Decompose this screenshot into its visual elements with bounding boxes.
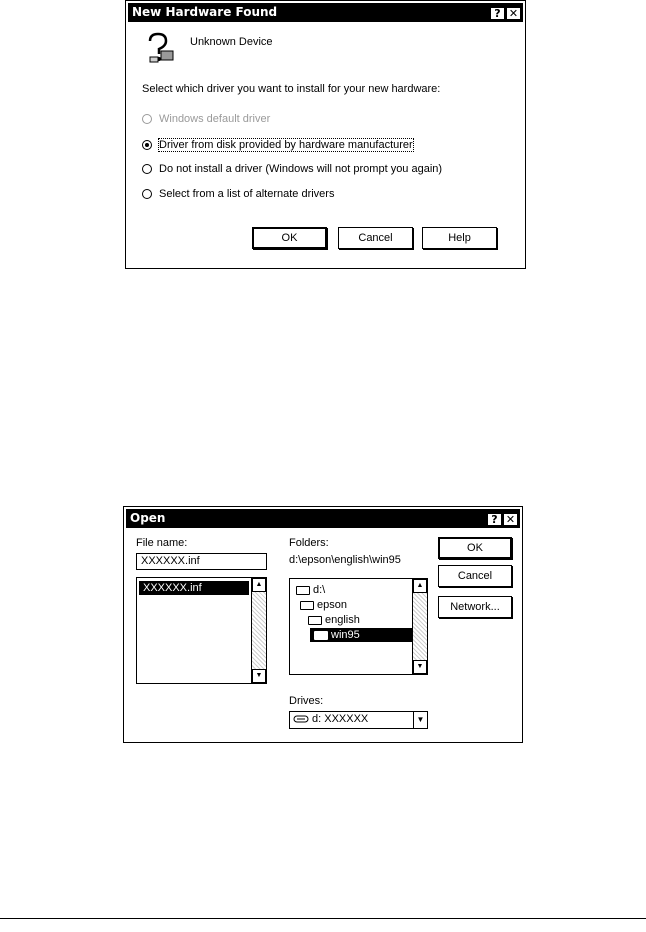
cancel-button[interactable]: Cancel — [338, 227, 413, 249]
dialog-title: Open — [130, 511, 166, 525]
dialog-title: New Hardware Found — [132, 5, 278, 19]
radio-button[interactable] — [142, 189, 152, 199]
file-list-scrollbar[interactable] — [251, 578, 266, 683]
drives-label: Drives: — [289, 695, 324, 707]
file-list[interactable] — [136, 577, 267, 684]
file-name-label: File name: — [136, 537, 188, 549]
scroll-up-arrow-icon[interactable]: ▲ — [413, 579, 427, 593]
folder-item-epson[interactable] — [300, 598, 347, 612]
radio-label: Do not install a driver (Windows will not prompt you again) — [159, 163, 443, 175]
drive-value: d: XXXXXX — [312, 713, 369, 725]
radio-button[interactable] — [142, 140, 152, 150]
radio-label: Driver from disk provided by hardware manufacturer — [159, 139, 413, 151]
folder-label: win95 — [331, 629, 360, 641]
ok-button[interactable]: OK — [438, 537, 512, 559]
folder-label: english — [325, 614, 360, 626]
footer-rule — [0, 918, 646, 919]
device-name: Unknown Device — [190, 36, 273, 48]
folder-label: epson — [317, 599, 347, 611]
title-bar[interactable] — [126, 509, 520, 528]
folder-label: d:\ — [313, 584, 326, 596]
network-button[interactable]: Network... — [438, 596, 512, 618]
file-name-input[interactable]: XXXXXX.inf — [136, 553, 267, 570]
scroll-down-arrow-icon[interactable]: ▼ — [252, 669, 266, 683]
radio-button[interactable] — [142, 114, 152, 124]
open-dialog — [123, 506, 523, 743]
help-button[interactable]: Help — [422, 227, 497, 249]
scroll-up-arrow-icon[interactable]: ▲ — [252, 578, 266, 592]
folder-icon — [308, 616, 322, 625]
new-hardware-dialog — [125, 0, 526, 269]
folder-icon — [296, 586, 310, 595]
driver-prompt: Select which driver you want to install for your new hardware: — [142, 83, 441, 95]
close-button[interactable]: ✕ — [506, 7, 521, 20]
folder-tree[interactable] — [289, 578, 428, 675]
radio-label: Select from a list of alternate drivers — [159, 188, 335, 200]
help-title-button[interactable]: ? — [490, 7, 505, 20]
folder-icon — [314, 631, 328, 640]
radio-label: Windows default driver — [159, 113, 271, 125]
folder-item-root[interactable] — [296, 583, 325, 597]
list-item[interactable]: XXXXXX.inf — [139, 581, 249, 595]
question-device-icon — [142, 31, 176, 65]
cancel-button[interactable]: Cancel — [438, 565, 512, 587]
current-path: d:\epson\english\win95 — [289, 554, 401, 566]
scroll-down-arrow-icon[interactable]: ▼ — [413, 660, 427, 674]
folder-item-english[interactable] — [308, 613, 360, 627]
help-title-button[interactable]: ? — [487, 513, 502, 526]
radio-button[interactable] — [142, 164, 152, 174]
title-bar[interactable] — [128, 3, 523, 22]
drives-select[interactable] — [289, 711, 428, 729]
folders-label: Folders: — [289, 537, 329, 549]
folder-tree-scrollbar[interactable] — [412, 579, 427, 674]
folder-icon — [300, 601, 314, 610]
folder-item-win95[interactable] — [310, 628, 413, 642]
drive-icon — [293, 714, 309, 724]
ok-button[interactable]: OK — [252, 227, 327, 249]
close-button[interactable]: ✕ — [503, 513, 518, 526]
dropdown-arrow-icon[interactable]: ▼ — [413, 712, 427, 728]
